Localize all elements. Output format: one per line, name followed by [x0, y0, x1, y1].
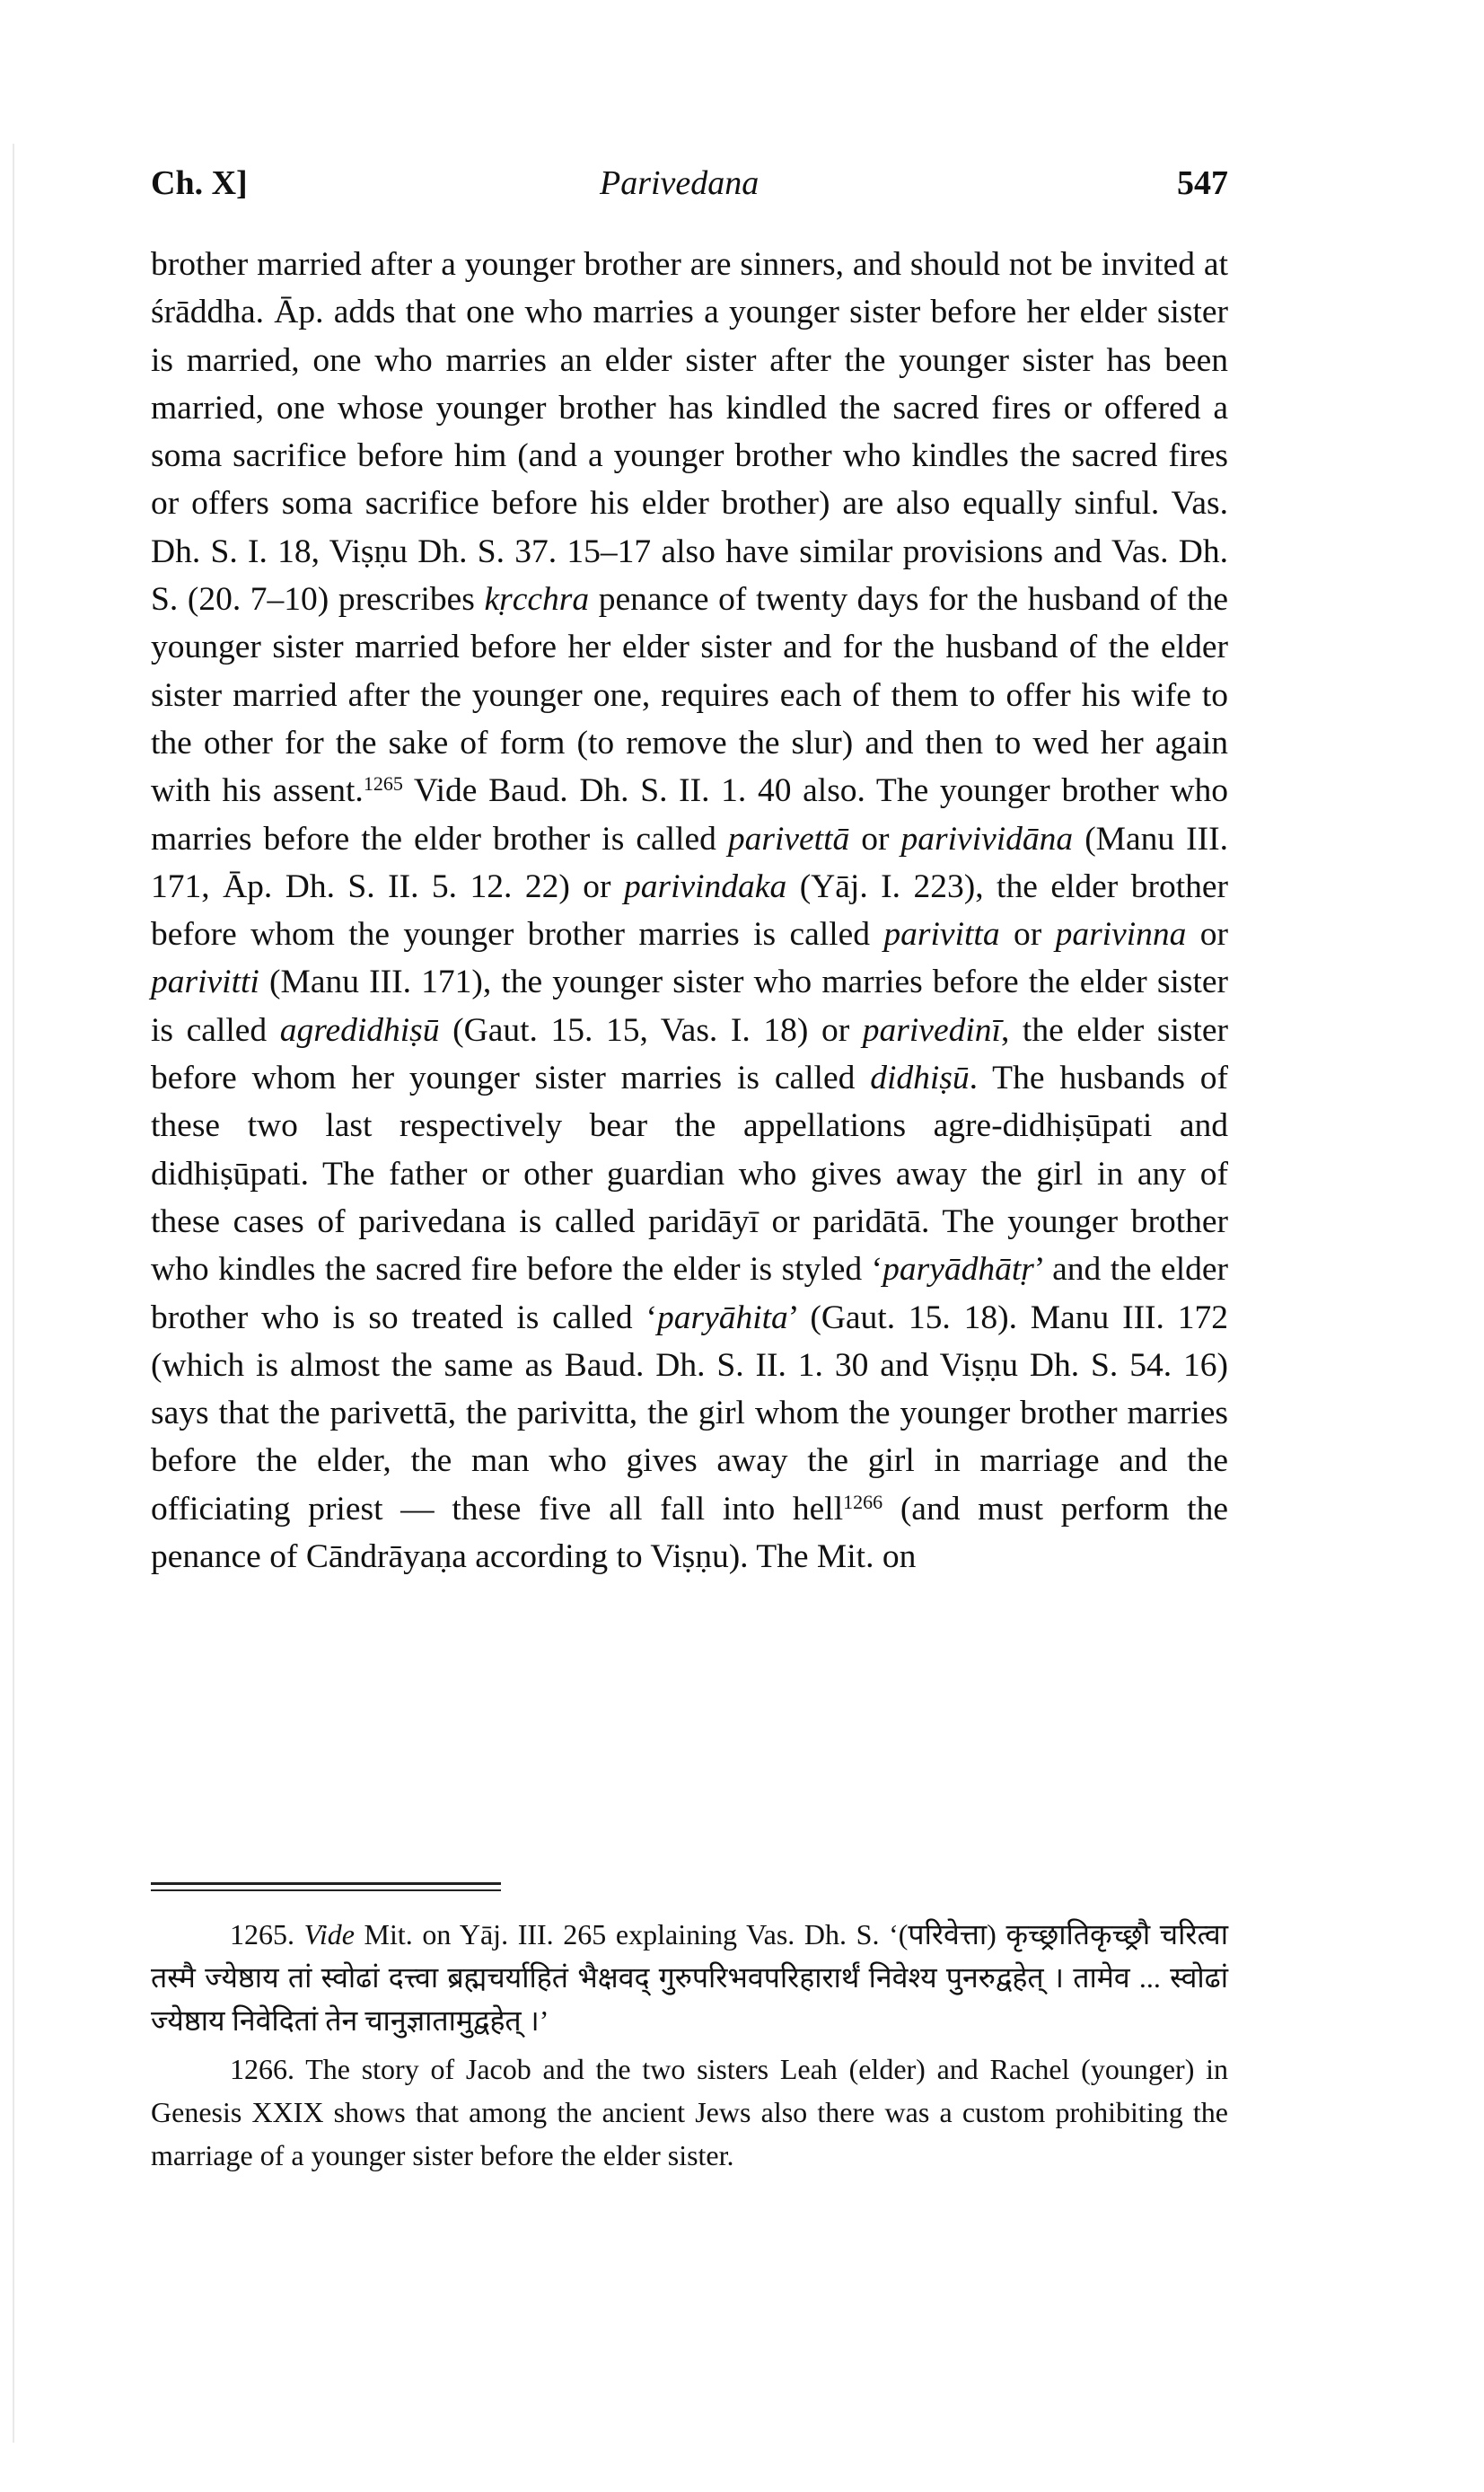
italic-term: kṛcchra: [484, 581, 590, 619]
text-segment: or: [861, 820, 890, 858]
footnote-number: 1265.: [230, 1918, 294, 1950]
footnote-vide: Vide: [303, 1918, 355, 1950]
text-segment: or: [1013, 916, 1042, 954]
footnote-separator-top: [151, 1882, 501, 1885]
footnote-1265: [151, 1913, 1228, 2042]
italic-term: didhiṣū: [870, 1060, 970, 1097]
footnote-number: 1266.: [230, 2053, 294, 2085]
footnote-separator-bottom: [151, 1889, 501, 1891]
text-segment: (Manu III. 171), the younger sister who marries before the elder sister is called: [151, 964, 1229, 1049]
text-segment: , the elder sister before whom her younger sister marries is called: [151, 1011, 1229, 1097]
chapter-label: Ch. X]: [151, 164, 248, 202]
text-segment: or: [1199, 916, 1229, 954]
footnote-ref-1266[interactable]: 1266: [843, 1490, 883, 1513]
italic-term: parivinna: [1055, 916, 1187, 954]
italic-term: paryāhita: [656, 1299, 788, 1336]
italic-term: parivitta: [883, 916, 1000, 954]
text-segment: (Manu III. 171, Āp. Dh. S. II. 5. 12. 22) or: [151, 820, 1229, 905]
footnote-text: Mit. on Yāj. III. 265 explaining Vas. Dh. S. ‘(परिवेत्ता) कृच्छ्रातिकृच्छ्रौ चरित्वा तस्मै ज्येष्ठाय तां स्वोढां दत्त्वा ब्रह्मचर्याहितं भैक्षवद् गुरुपरिभवपरिहारार्थं निवेश्य पुनरुद्वहेत् । तामेव ... स्वोढां ज्येष्ठाय निवेदितां तेन चानुज्ञातामुद्वहेत् ।’: [151, 1918, 1228, 2037]
italic-term: parivividāna: [900, 820, 1074, 858]
italic-term: parivindaka: [623, 867, 787, 905]
italic-term: parivitti: [151, 964, 259, 1001]
footnote-ref-1265[interactable]: 1265: [363, 772, 403, 796]
text-segment: ’ (Gaut. 15. 18). Manu III. 172 (which is almost the same as Baud. Dh. S. II. 1. 30 and Viṣṇu Dh. S. 54. 16) says that the parivettā, the parivitta, the girl whom the younger brother marries before the elder, the man who gives away the girl in marriage and the officiating priest — these five all fall into hell: [151, 1299, 1228, 1528]
running-title: Parivedana: [600, 164, 760, 202]
running-header: [151, 163, 1228, 217]
scan-margin-line: [13, 144, 14, 2443]
page-number: 547: [1177, 164, 1228, 202]
text-segment: (and must perform the penance of Cāndrāyaṇa according to Viṣṇu). The Mit. on: [151, 1490, 1229, 1576]
italic-term: parivedinī: [862, 1011, 1001, 1049]
text-segment: brother married after a younger brother are sinners, and should not be invited at śrāddha. Āp. adds that one who marries a younger sister before her elder sister is married, one who marries an elder sister after the younger sister has been married, one whose younger brother has kindled the sacred fires or offered a soma sacrifice before him (and a younger brother who kindles the sacred fires or offers soma sacrifice before his elder brother) are also equally sinful. Vas. Dh. S. I. 18, Viṣṇu Dh. S. 37. 15–17 also have similar provisions and Vas. Dh. S. (20. 7–10) prescribes: [151, 246, 1228, 619]
text-segment: (Gaut. 15. 15, Vas. I. 18) or: [452, 1011, 850, 1049]
footnote-text: The story of Jacob and the two sisters Leah (elder) and Rachel (younger) in Genesis XXIX shows that among the ancient Jews also there was a custom prohibiting the marriage of a younger sister before the elder sister.: [151, 2053, 1229, 2171]
text-segment: ’ and the elder brother who is so treated is called ‘: [151, 1251, 1229, 1336]
text-segment: penance of twenty days for the husband of the younger sister married before her elder sister and for the husband of the elder sister married after the younger one, requires each of them to offer his wife to the other for the sake of form (to remove the slur) and then to wed her again with his assent.: [151, 581, 1229, 810]
footnote-1266: [151, 2047, 1228, 2177]
text-segment: (Yāj. I. 223), the elder brother before whom the younger brother marries is called: [151, 867, 1229, 954]
italic-term: agredidhiṣū: [279, 1011, 440, 1049]
italic-term: paryādhātṛ: [882, 1251, 1034, 1289]
text-segment: Vide Baud. Dh. S. II. 1. 40 also. The younger brother who marries before the elder brother is called: [151, 772, 1228, 858]
italic-term: parivettā: [727, 820, 850, 858]
footnotes: [151, 1913, 1228, 2177]
main-text: [151, 241, 1228, 1581]
text-segment: . The husbands of these two last respectively bear the appellations agre-didhiṣūpati and didhiṣūpati. The father or other guardian who gives away the girl in any of these cases of parivedana is called paridāyī or paridātā. The younger brother who kindles the sacred fire before the elder is styled ‘: [151, 1060, 1228, 1289]
